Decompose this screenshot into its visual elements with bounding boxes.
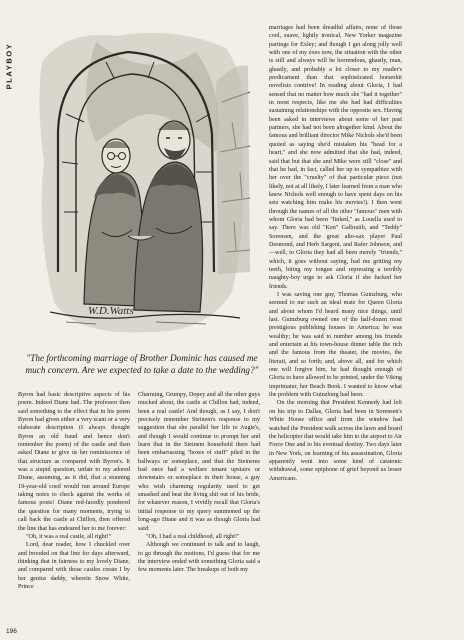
text-column-middle [138,391,260,630]
paragraph: marriages had been dreadful affairs, none of those cool, suave, lightly ironical, New Yorker magazine partings for Exley; and though I get along jolly well with one of my exes now, the situation with the other is still and always will be horrendous, ghastly, man, ghastly, and probably a lot closer to my reader's predicament than that sophisticated horseshit novelists contrive! In reading about Gloria, I had sensed that no matter how much she "had it together" in most respects, like me she had had difficulties sustaining relationships with the opposite sex. Having been asked in interviews about some of her past partners, she had not been altogether kind. About the famous and brilliant director Mike Nichols she'd been quoted as saying she'd mistaken his "head for a heart," and she now admitted that she had, indeed, said that but that she and Mike were still "close" and that he had, in fact, called her up to sympathize with her over the "cruelty" of that particular piece (not likely, not at all likely, I later learned from a man who knew Nichols well enough to have spent days on his sets watching him make his movies!). I then went through the names of all the other "famous" men with whom Gloria had been "linked," as Louella used to say. There was old "Ken" Galbraith, and "Teddy" Sorensen, and the great alto-sax player Paul Desmond, and Herb Sargent, and Rafer Johnson, and—well, to Gloria they had all been merely "friends," which, it goes without saying, had me gritting my teeth, biting my tongue and repressing a terribly naughty-boy urge to ask Gloria if she fucked her friends. [269,25,402,290]
paragraph: Charming, Grumpy, Dopey and all the other guys mucked about, the castle at Chillon had, indeed, been a real castle! And though, as I say, I don't precisely remember Steinem's response to my suggestion that she parallel her life to Augie's, and though I would continue to prompt her and learn that in the Steinem household there had been embarrassing "boxes of stuff" piled in the hallways or someplace, and that the Steinems had once had a welfare tenant upstairs or downstairs or someplace in their house, a guy who wish charming regularity used to get smashed and beat the living shit out of his bride, for whatever reason, I vividly recall that Gloria's initial response to my query summoned up the long-ago Diane and it was as though Gloria had said: [138,392,260,532]
paragraph: "Oh, it was a real castle, all right!" [26,533,111,540]
magazine-name-vertical [4,26,14,106]
cartoon-drawing [36,22,254,342]
paragraph: Lord, dear reader, how I chuckled over and brooded on that line for days afterward, thinking that in fairness to my lovely Diane, and compared with those castles create I by her genius daddy, wherein Snow White, Prince [18,542,130,590]
page-number: 196 [6,628,17,635]
cartoon-illustration [36,22,254,342]
paragraph: "Oh, I had a real childhood, all right!" [146,533,240,540]
magazine-name: PLAYBOY [4,42,14,90]
paragraph: On the morning that President Kennedy had left on his trip to Dallas, Gloria had been in Sorensen's White House office and from the window had watched the President walk across the lawn and board the helicopter that would take him to the airport to Air Force One and to his eventual destiny. Two days later in New York, on learning of his assassination, Gloria apparently went into some kind of catatonic withdrawal, some epiphone of grief beyond us lesser Americans. [269,400,402,482]
paragraph: Byron had basic descriptive aspects of his poem. Indeed Diane had. The professor then said something to the effect that in his poem Byron had given either a very scant or a very elaborate description (I always thought Byron an old fraud and hence don't remember the poem) of the castle and then asked Diane to give us her reminiscence of that structure as compared with Byron's. It was a stupid question, unfair to my adored Diane, assuming, as it did, that a stunning 19-year-old coed would run around Europe taking notes to check against the works of famous poets! Diane red-facedly pondered the question for many moments, trying to call back the castle at Chillon, then offered the line that has endeared her to me forever: [18,392,130,532]
cartoonist-signature: W.D.Watts [88,305,134,317]
text-column-right [269,24,402,630]
paragraph: Although we continued to talk and to laugh, to go through the motions, I'd guess that for me the interview ended with something Gloria said a few moments later. The breakups of both my [138,542,260,574]
paragraph: I was saving one guy, Thomas Guinzburg, who seemed to me such an ideal mate for Queen Gloria and about whom I'd heard many nice things, until last. Guinzburg owned one of the half-dozen most prestigious publishing houses in America; he was wealthy; he was said to number among his friends and entertain at his town-house dinner table the rich and the famous from the theater, the movies, the literati, and so forth; and, above all, and for which one will forgive him, he had thought enough of Gloria to have allowed to be printed, under the Viking imprimatur, her Beach Book. I wanted to know what the problem with Guinzburg had been. [269,292,402,399]
text-column-left [18,391,130,630]
cartoon-caption: "The forthcoming marriage of Brother Dominic has caused me much concern. Are we expected to take a date to the wedding?" [25,353,259,375]
